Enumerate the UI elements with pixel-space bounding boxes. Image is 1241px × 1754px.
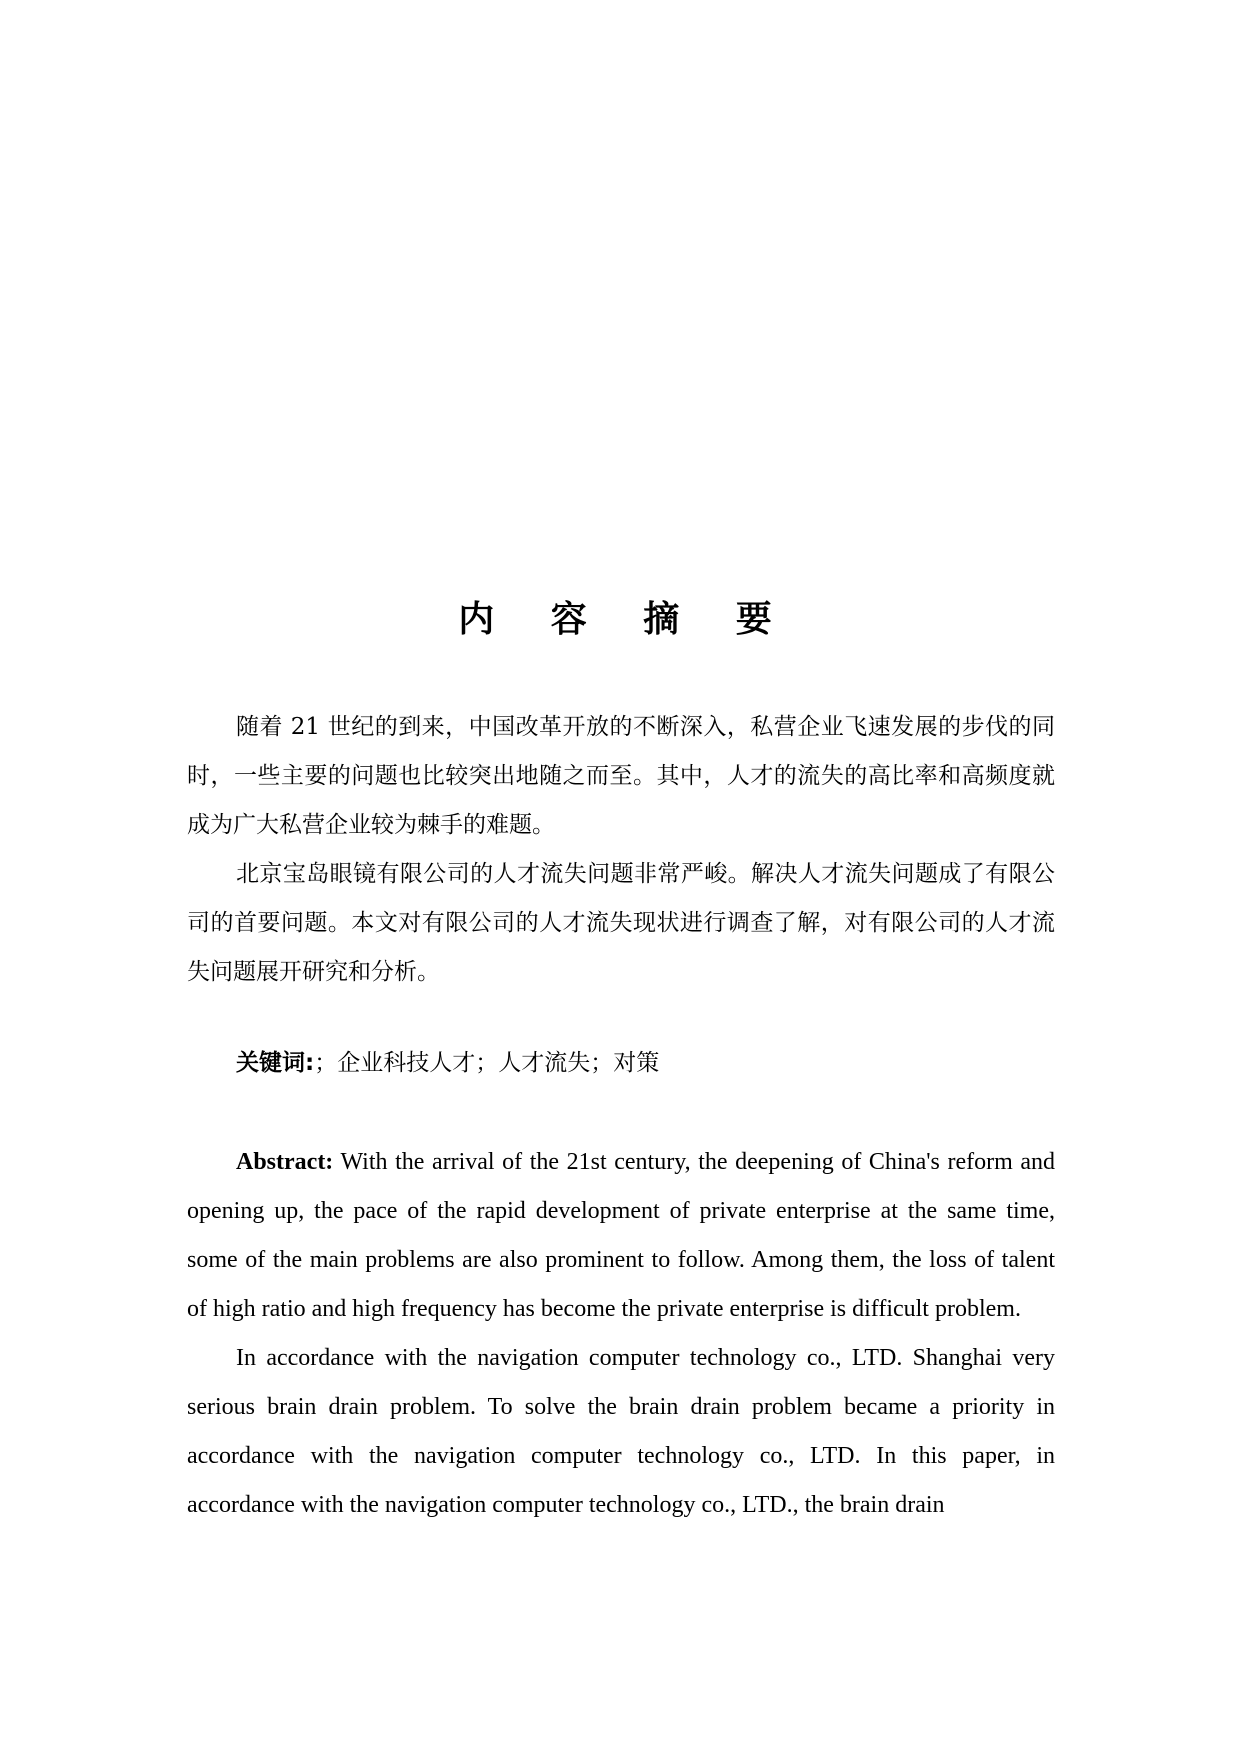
- english-abstract-paragraph-1: [187, 1138, 1055, 1334]
- keywords-line: [236, 1043, 1056, 1083]
- chinese-abstract-paragraph-1: 随着 21 世纪的到来，中国改革开放的不断深入，私营企业飞速发展的步伐的同时，一些主要的问题也比较突出地随之而至。其中，人才的流失的高比率和高频度就成为广大私营企业较为棘手的难题。: [187, 714, 1055, 838]
- keywords-text: ；企业科技人才；人才流失；对策: [314, 1050, 660, 1076]
- abstract-label: Abstract:: [236, 1149, 334, 1175]
- chinese-abstract: [187, 703, 1055, 997]
- chinese-abstract-paragraph-2: 北京宝岛眼镜有限公司的人才流失问题非常严峻。解决人才流失问题成了有限公司的首要问题。本文对有限公司的人才流失现状进行调查了解，对有限公司的人才流失问题展开研究和分析。: [187, 861, 1055, 985]
- english-abstract: [187, 1138, 1055, 1530]
- keywords-label: 关键词:: [236, 1050, 315, 1076]
- english-abstract-paragraph-2: In accordance with the navigation computer technology co., LTD. Shanghai very serious brain drain problem. To solve the brain drain problem became a priority in accordance with the navigation computer technology co., LTD. In this paper, in accordance with the navigation computer technology co., LTD., the brain drain: [187, 1345, 1055, 1518]
- english-abstract-paragraph-1-text: With the arrival of the 21st century, the deepening of China's reform and opening up, the pace of the rapid development of private enterprise at the same time, some of the main problems are also prominent to follow. Among them, the loss of talent of high ratio and high frequency has become the private enterprise is difficult problem.: [187, 1149, 1055, 1322]
- page-title: 内 容 摘 要: [458, 599, 794, 640]
